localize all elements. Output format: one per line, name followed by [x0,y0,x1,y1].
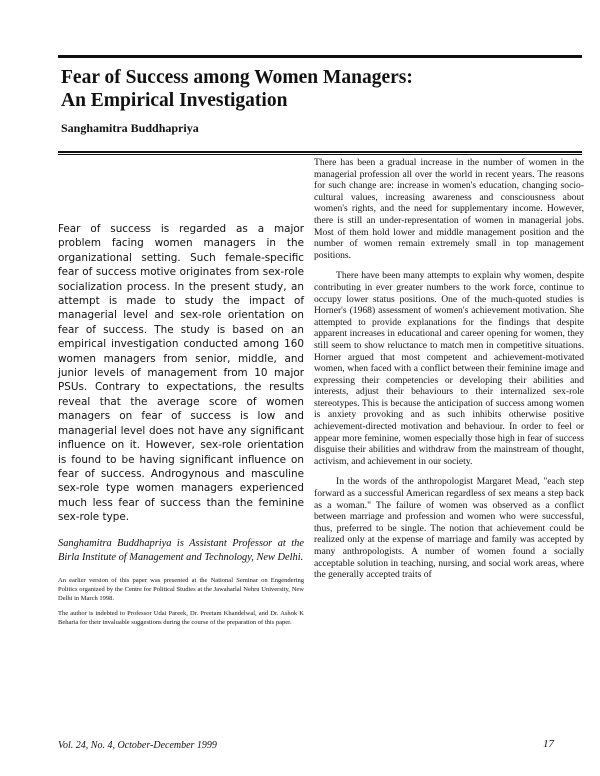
body-paragraph: There have been many attempts to explain why women, despite contributing in ever greater numbers to the work force, continue to occupy lower status positions. One of the much-quoted studies is Horner's (1968) assessment of women's achievement motivation. She attempted to provide explanations for the findings that despite apparent increases in educational and career opening for women, they still seem to show reluctance to match men in competitive situations. Horner argued that most competent and achievement-motivated women, when faced with a conflict between their feminine image and expressing their competencies or developing their abilities and interests, adjust their behaviours to their internalized sex-role stereotypes. This is because the anticipation of success among women is anxiety provoking and as such inhibits otherwise positive achievement-directed motivation and behaviour. In order to feel or appear more feminine, women especially those high in fear of success disguise their abilities and withdraw from the mainstream of thought, activism, and achievement in our society. [314,270,584,467]
header-rule-thin [58,154,582,155]
abstract: Fear of success is regarded as a major problem facing women managers in the organizational setting. Such female-specific fear of success motive originates from sex-role socialization process. In the present study, an attempt is made to study the impact of managerial level and sex-role orientation on fear of success. The study is based on an empirical investigation conducted among 160 women managers from senior, middle, and junior levels of management from 10 major PSUs. Contrary to expectations, the results reveal that the average score of women managers on fear of success is low and managerial level does not have any significant influence on it. However, sex-role orientation is found to be having significant influence on fear of success. Androgynous and masculine sex-role type women managers experienced much less fear of success than the feminine sex-role type. [58,223,304,524]
title-line-2: An Empirical Investigation [61,90,288,111]
title-line-1: Fear of Success among Women Managers: [61,67,413,88]
page-number: 17 [543,738,554,750]
journal-citation: Vol. 24, No. 4, October-December 1999 [58,740,217,751]
footnote-seminar: An earlier version of this paper was presented at the National Seminar on Engendering Politics organized by the Centre for Political Studies at the Jawaharlal Nehru University, New Delhi in March 1998. [58,576,304,602]
author-name: Sanghamitra Buddhapriya [61,121,199,135]
left-column [58,222,304,627]
top-rule [58,55,582,58]
footnote-acknowledgement: The author is indebted to Professor Udai Pareek, Dr. Preetam Khandelwal, and Dr. Ashok K Beharia for their invaluable suggestions during the course of the preparation of this paper. [58,609,304,626]
body-paragraph: In the words of the anthropologist Margaret Mead, "each step forward as a successful American regardless of sex means a step back as a woman." The failure of women was observed as a conflict between marriage and profession and women who were successful, thus, preferred to be single. The notion that achievement could be realized only at the expense of marriage and family was accepted by many anthropologists. A number of women found a socially acceptable solution in teaching, nursing, and social work areas, where the generally accepted traits of [314,476,584,581]
article-title [61,66,581,112]
body-paragraph: There has been a gradual increase in the number of women in the managerial profession all over the world in recent years. The reasons for such change are: increase in women's education, changing socio-cultural values, increasing awareness and consciousness about women's rights, and the need for supplementary income. However, there is still an under-representation of women in managerial jobs. Most of them hold lower and middle management position and the number of women remain extremely small in top management positions. [314,157,584,261]
author-bio: Sanghamitra Buddhapriya is Assistant Professor at the Birla Institute of Management and Technology, New Delhi. [58,537,304,564]
body-column [314,157,584,581]
header-rule [58,151,582,153]
